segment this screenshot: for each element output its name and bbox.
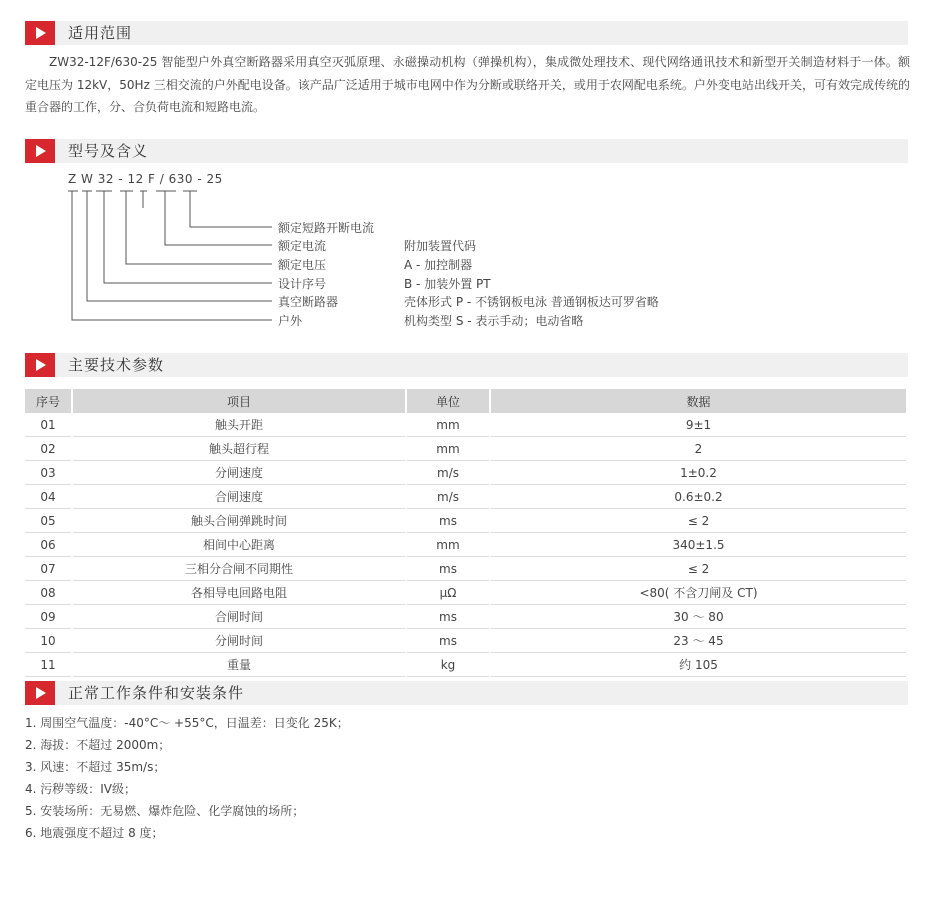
- column-header: 单位: [406, 389, 490, 413]
- table-cell: 分闸时间: [72, 629, 406, 653]
- note-label: 附加装置代码: [404, 239, 477, 253]
- table-cell: mm: [406, 437, 490, 461]
- table-cell: 11: [25, 653, 72, 677]
- table-row: [25, 629, 907, 653]
- table-cell: 触头超行程: [72, 437, 406, 461]
- meaning-label: 户外: [278, 314, 303, 328]
- table-cell: 04: [25, 485, 72, 509]
- table-cell: μΩ: [406, 581, 490, 605]
- table-cell: 01: [25, 413, 72, 437]
- table-cell: 合闸速度: [72, 485, 406, 509]
- table-row: [25, 437, 907, 461]
- table-cell: 05: [25, 509, 72, 533]
- section-header-params: [25, 353, 908, 377]
- table-cell: 触头开距: [72, 413, 406, 437]
- table-cell: 三相分合闸不同期性: [72, 557, 406, 581]
- table-cell: 03: [25, 461, 72, 485]
- table-cell: 06: [25, 533, 72, 557]
- table-cell: 30 ～ 80: [490, 605, 907, 629]
- section-title: 正常工作条件和安装条件: [68, 684, 245, 702]
- scope-paragraph: ZW32-12F/630-25 智能型户外真空断路器采用真空灭弧原理、永磁操动机构（弹操机构），集成微处理技术、现代网络通讯技术和新型开关制造材料于一体。额定电压为 12kV，50Hz 三相交流的户外配电设备。该产品广泛适用于城市电网中作为分断或联络开关，或用于农网配电系统。户外变电站出线开关，可有效完成传统的重合器的工作，分、合负荷电流和短路电流。: [25, 55, 910, 114]
- meaning-label: 额定短路开断电流: [278, 221, 375, 235]
- note-label: A - 加控制器: [404, 258, 473, 272]
- table-cell: 各相导电回路电阻: [72, 581, 406, 605]
- table-cell: mm: [406, 533, 490, 557]
- table-cell: m/s: [406, 485, 490, 509]
- list-item: 6. 地震强度不超过 8 度；: [25, 826, 164, 840]
- meaning-label: 设计序号: [278, 277, 327, 291]
- table-cell: 相间中心距离: [72, 533, 406, 557]
- column-header: 序号: [25, 389, 72, 413]
- table-cell: 约 105: [490, 653, 907, 677]
- table-cell: 触头合闸弹跳时间: [72, 509, 406, 533]
- table-cell: 0.6±0.2: [490, 485, 907, 509]
- table-cell: ms: [406, 509, 490, 533]
- table-cell: 340±1.5: [490, 533, 907, 557]
- table-row: [25, 485, 907, 509]
- list-item: 4. 污秽等级：IV级；: [25, 782, 137, 796]
- table-cell: ms: [406, 629, 490, 653]
- table-cell: ms: [406, 605, 490, 629]
- list-item: 1. 周围空气温度：-40°C～ +55°C，日温差：日变化 25K；: [25, 716, 349, 730]
- table-row: [25, 461, 907, 485]
- section-title: 适用范围: [68, 24, 133, 42]
- table-cell: ms: [406, 557, 490, 581]
- table-cell: ≤ 2: [490, 509, 907, 533]
- model-code: Z W 32 - 12 F / 630 - 25: [68, 172, 223, 186]
- column-header: 数据: [490, 389, 907, 413]
- table-cell: mm: [406, 413, 490, 437]
- note-label: B - 加装外置 PT: [404, 277, 491, 291]
- meaning-label: 额定电压: [278, 258, 327, 272]
- table-cell: 10: [25, 629, 72, 653]
- meaning-label: 真空断路器: [278, 295, 339, 309]
- table-cell: ≤ 2: [490, 557, 907, 581]
- table-row: [25, 581, 907, 605]
- section-title: 型号及含义: [68, 142, 149, 160]
- table-cell: 2: [490, 437, 907, 461]
- section-title: 主要技术参数: [68, 356, 165, 374]
- section-header-conditions: [25, 681, 908, 705]
- list-item: 5. 安装场所：无易燃、爆炸危险、化学腐蚀的场所；: [25, 804, 305, 818]
- table-cell: 07: [25, 557, 72, 581]
- note-label: 机构类型 S - 表示手动；电动省略: [404, 314, 584, 328]
- table-cell: 1±0.2: [490, 461, 907, 485]
- table-cell: 23 ～ 45: [490, 629, 907, 653]
- play-arrow-icon: [25, 353, 55, 377]
- table-row: [25, 605, 907, 629]
- table-cell: 重量: [72, 653, 406, 677]
- note-label: 壳体形式 P - 不锈钢板电泳 普通钢板达可罗省略: [404, 295, 659, 309]
- table-cell: <80( 不含刀闸及 CT): [490, 581, 907, 605]
- table-header-row: [25, 389, 907, 413]
- spec-table: [25, 389, 908, 677]
- table-cell: kg: [406, 653, 490, 677]
- play-arrow-icon: [25, 681, 55, 705]
- table-cell: 02: [25, 437, 72, 461]
- table-cell: 08: [25, 581, 72, 605]
- table-row: [25, 557, 907, 581]
- table-cell: 分闸速度: [72, 461, 406, 485]
- conditions-list: [25, 712, 349, 844]
- column-header: 项目: [72, 389, 406, 413]
- list-item: 2. 海拔：不超过 2000m；: [25, 738, 171, 752]
- table-cell: 09: [25, 605, 72, 629]
- table-row: [25, 653, 907, 677]
- table-row: [25, 413, 907, 437]
- table-cell: m/s: [406, 461, 490, 485]
- list-item: 3. 风速：不超过 35m/s；: [25, 760, 166, 774]
- table-row: [25, 533, 907, 557]
- table-row: [25, 509, 907, 533]
- meaning-label: 额定电流: [278, 239, 327, 253]
- table-cell: 9±1: [490, 413, 907, 437]
- table-cell: 合闸时间: [72, 605, 406, 629]
